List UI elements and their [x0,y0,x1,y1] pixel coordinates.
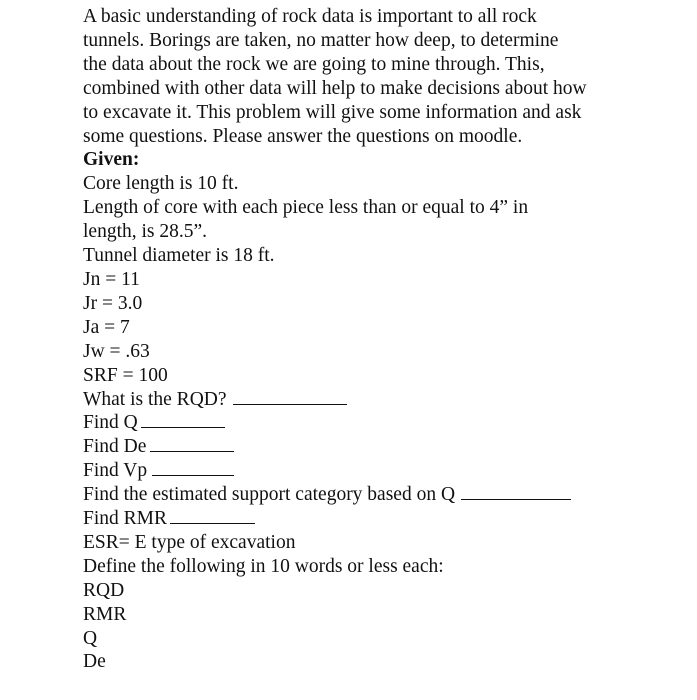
question-rqd-text: What is the RQD? [83,388,227,410]
intro-line-1: A basic understanding of rock data is important to all rock [83,6,537,27]
question-vp-text: Find Vp [83,460,148,482]
jr-value: Jr = 3.0 [83,292,143,314]
answer-blank-vp [152,474,234,476]
core-length: Core length is 10 ft. [83,173,239,195]
answer-blank-de [150,450,234,452]
answer-blank-q [141,426,225,428]
core-pieces-line-1: Length of core with each piece less than or equal to 4” in [83,197,529,219]
intro-line-5: to excavate it. This problem will give some information and ask [83,101,582,123]
question-rmr [83,507,643,531]
question-support-text: Find the estimated support category based on Q [83,484,456,506]
question-rqd [83,388,643,412]
jw-value: Jw = .63 [83,340,150,362]
core-pieces-line-2: length, is 28.5”. [83,221,208,243]
question-q-text: Find Q [83,412,138,434]
define-heading: Define the following in 10 words or less each: [83,555,444,577]
define-term-rqd: RQD [83,579,125,601]
intro-line-6: some questions. Please answer the questions on moodle. [83,125,523,147]
answer-blank-support [461,498,571,500]
question-de-text: Find De [83,436,147,458]
ja-value: Ja = 7 [83,316,130,338]
answer-blank-rmr [170,522,255,524]
srf-value: SRF = 100 [83,364,168,386]
question-vp [83,459,643,483]
intro-line-3: the data about the rock we are going to mine through. This, [83,53,545,75]
question-rmr-text: Find RMR [83,508,167,530]
question-de [83,435,643,459]
jn-value: Jn = 11 [83,268,140,290]
intro-line-4: combined with other data will help to make decisions about how [83,77,587,99]
given-heading: Given: [83,149,140,171]
problem-document [83,5,643,674]
intro-line-2: tunnels. Borings are taken, no matter how deep, to determine [83,29,559,51]
define-term-rmr: RMR [83,603,127,625]
esr-line: ESR= E type of excavation [83,531,296,553]
question-support [83,483,643,507]
question-q [83,411,643,435]
define-term-q: Q [83,627,98,649]
define-term-de: De [83,651,106,673]
answer-blank-rqd [233,403,347,405]
tunnel-diameter: Tunnel diameter is 18 ft. [83,245,275,267]
